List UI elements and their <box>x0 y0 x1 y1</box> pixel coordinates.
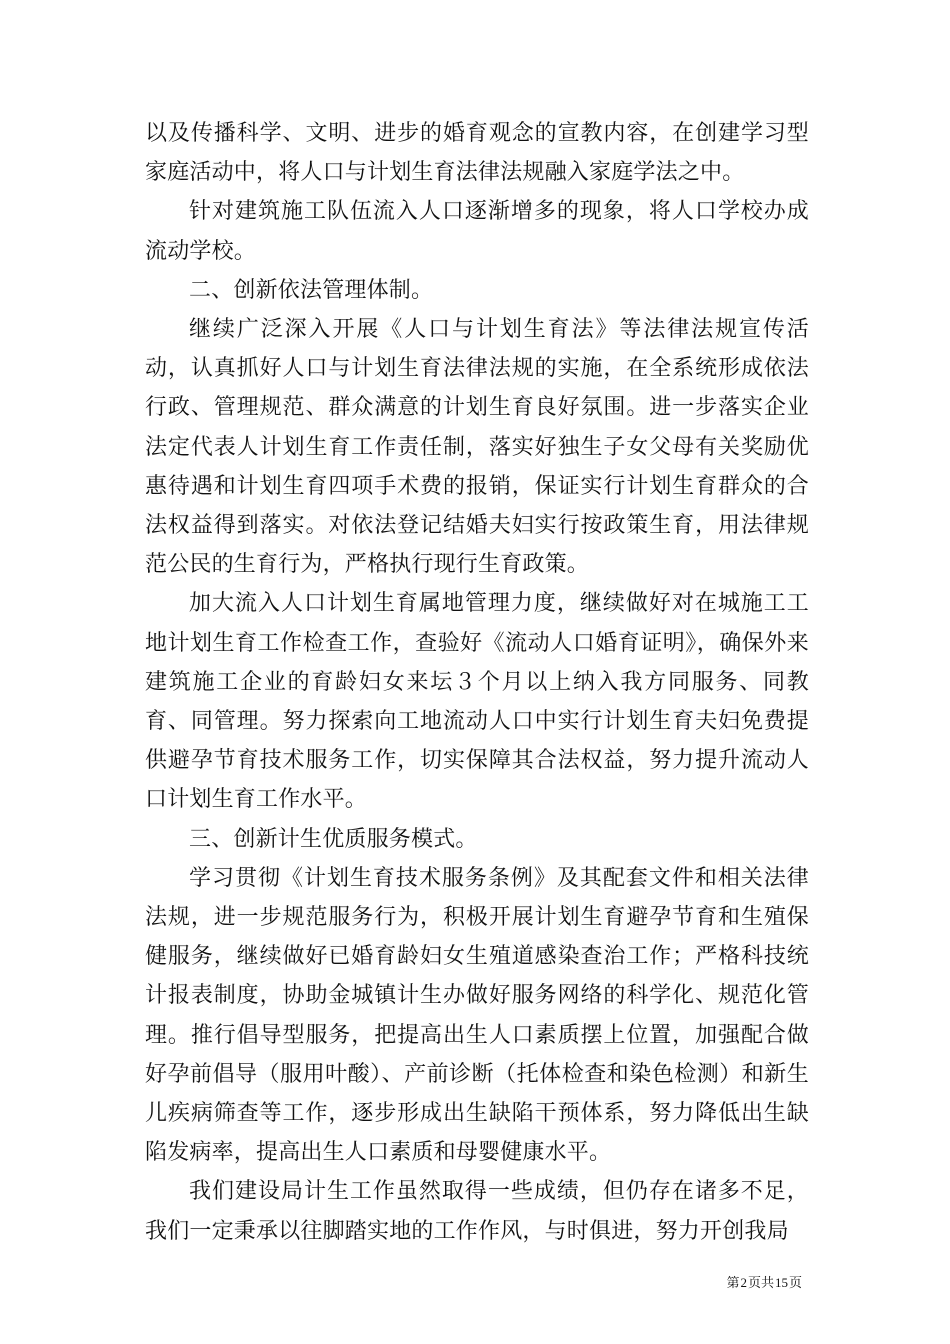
section-heading-3: 三、创新计生优质服务模式。 <box>189 826 478 852</box>
footer-middle: 页共 <box>747 1276 774 1291</box>
footer-suffix: 页 <box>788 1276 802 1291</box>
paragraph-legal-publicity: 继续广泛深入开展《人口与计划生育法》等法律法规宣传活动，认真抓好人口与计划生育法律法规的实施，在全系统形成依法行政、管理规范、群众满意的计划生育良好氛围。进一步落实企业法定代表人计划生育工作责任制，落实好独生子女父母有关奖励优惠待遇和计划生育四项手术费的报销，保证实行计划生育群众的合法权益得到落实。对依法登记结婚夫妇实行按政策生育，用法律规范公民的生育行为，严格执行现行生育政策。 <box>145 317 809 578</box>
document-body <box>145 114 809 1251</box>
total-page-count: 15 <box>774 1275 788 1290</box>
paragraph-migrant-management: 加大流入人口计划生育属地管理力度，继续做好对在城施工工地计划生育工作检查工作，查验好《流动人口婚育证明》，确保外来建筑施工企业的育龄妇女来坛３个月以上纳入我方同服务、同教育、同管理。努力探索向工地流动人口中实行计划生育夫妇免费提供避孕节育技术服务工作，切实保障其合法权益，努力提升流动人口计划生育工作水平。 <box>145 591 809 813</box>
page-footer <box>726 1275 802 1292</box>
footer-prefix: 第 <box>726 1276 740 1291</box>
current-page-number: 2 <box>740 1275 747 1290</box>
paragraph-continuation: 以及传播科学、文明、进步的婚育观念的宣教内容，在创建学习型家庭活动中，将人口与计划生育法律法规融入家庭学法之中。 <box>145 121 809 186</box>
paragraph-closing: 我们建设局计生工作虽然取得一些成绩，但仍存在诸多不足，我们一定秉承以往脚踏实地的工作作风，与时俱进，努力开创我局 <box>145 1179 809 1244</box>
paragraph-quality-service: 学习贯彻《计划生育技术服务条例》及其配套文件和相关法律法规，进一步规范服务行为，积极开展计划生育避孕节育和生殖保健服务，继续做好已婚育龄妇女生殖道感染查治工作；严格科技统计报表制度，协助金城镇计生办做好服务网络的科学化、规范化管理。推行倡导型服务，把提高出生人口素质摆上位置，加强配合做好孕前倡导（服用叶酸）、产前诊断（托体检查和染色检测）和新生儿疾病筛查等工作，逐步形成出生缺陷干预体系，努力降低出生缺陷发病率，提高出生人口素质和母婴健康水平。 <box>145 865 809 1166</box>
paragraph-mobile-school: 针对建筑施工队伍流入人口逐渐增多的现象，将人口学校办成流动学校。 <box>145 199 809 264</box>
section-heading-2: 二、创新依法管理体制。 <box>189 277 434 303</box>
